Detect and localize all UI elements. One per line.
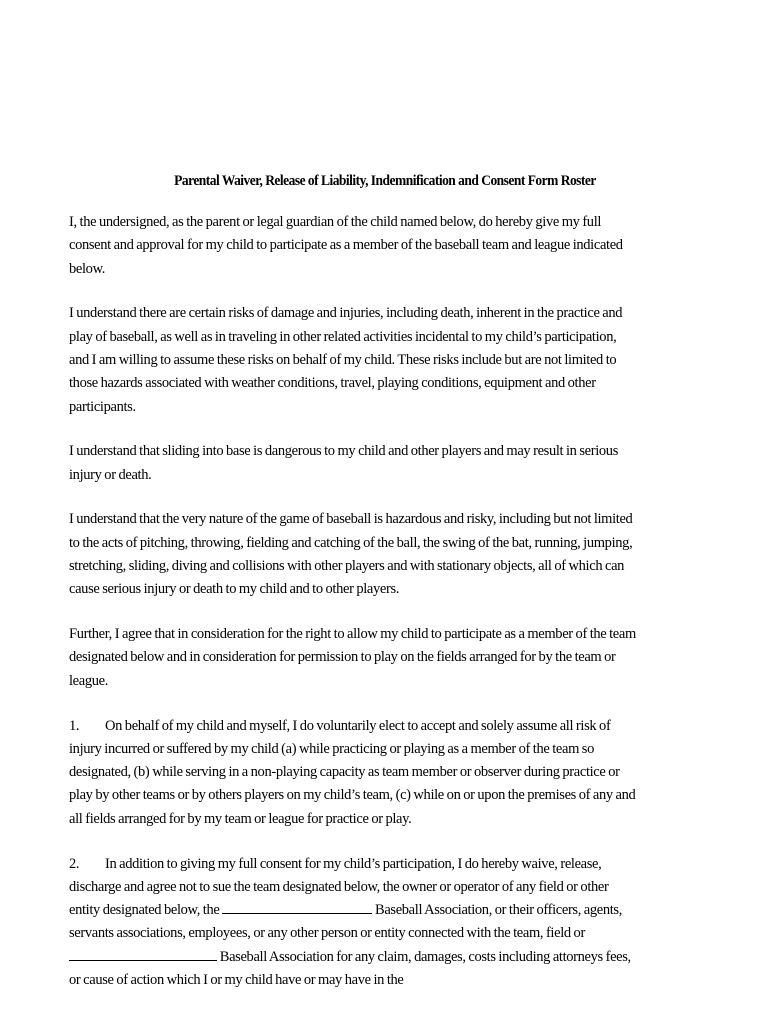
item-text-part-a: In addition to giving my full consent for my child’s participation, I do hereby waive, release, discharge and agree not to sue the team designated below, the owner or operator of any field or other entity designated below, the — [69, 855, 609, 919]
association-name-blank[interactable] — [69, 946, 217, 961]
numbered-item-1 — [69, 715, 639, 831]
item-text-part-b: Baseball Association, or their officers, agents, servants associations, employees, or any other person or entity connected with the team, field or — [69, 902, 622, 942]
consent-paragraph: I, the undersigned, as the parent or legal guardian of the child named below, do hereby give my full consent and approval for my child to participate as a member of the baseball team and league indicated below. — [69, 214, 623, 277]
item-number: 2. — [69, 855, 80, 872]
item-text: On behalf of my child and myself, I do voluntarily elect to accept and solely assume all risk of injury incurred or suffered by my child (a) while practicing or playing as a member of the team so designated, (b) while serving in a non-playing capacity as team member or observer during practice or play by other teams or by others players on my child’s team, (c) while on or upon the premises of any and all fields arranged for by my team or league for practice or play. — [69, 717, 636, 827]
item-number: 1. — [69, 717, 80, 734]
numbered-item-2 — [69, 853, 639, 993]
document-title: Parental Waiver, Release of Liability, Indemnification and Consent Form Roster — [174, 173, 596, 189]
risks-paragraph: I understand there are certain risks of damage and injuries, including death, inherent in the practice and play of baseball, as well as in traveling in other related activities incidental to my child’s participation, and I am willing to assume these risks on behalf of my child. These risks include but are not limited to those hazards associated with weather conditions, travel, playing conditions, equipment and other participants. — [69, 305, 623, 415]
document-body — [69, 211, 639, 1013]
item-text-part-c: Baseball Association for any claim, damages, costs including attorneys fees, or cause of action which I or my child have or may have in the — [69, 948, 631, 989]
sliding-paragraph: I understand that sliding into base is dangerous to my child and other players and may result in serious injury or death. — [69, 443, 618, 483]
hazards-paragraph: I understand that the very nature of the game of baseball is hazardous and risky, including but not limited to the acts of pitching, throwing, fielding and catching of the ball, the swing of the bat, running, jumping, stretching, sliding, diving and collisions with other players and with stationary objects, all of which can cause serious injury or death to my child and to other players. — [69, 511, 633, 598]
consideration-paragraph: Further, I agree that in consideration for the right to allow my child to participate as a member of the team designated below and in consideration for permission to play on the fields arranged for by the team or league. — [69, 626, 636, 689]
association-name-blank[interactable] — [222, 899, 372, 914]
